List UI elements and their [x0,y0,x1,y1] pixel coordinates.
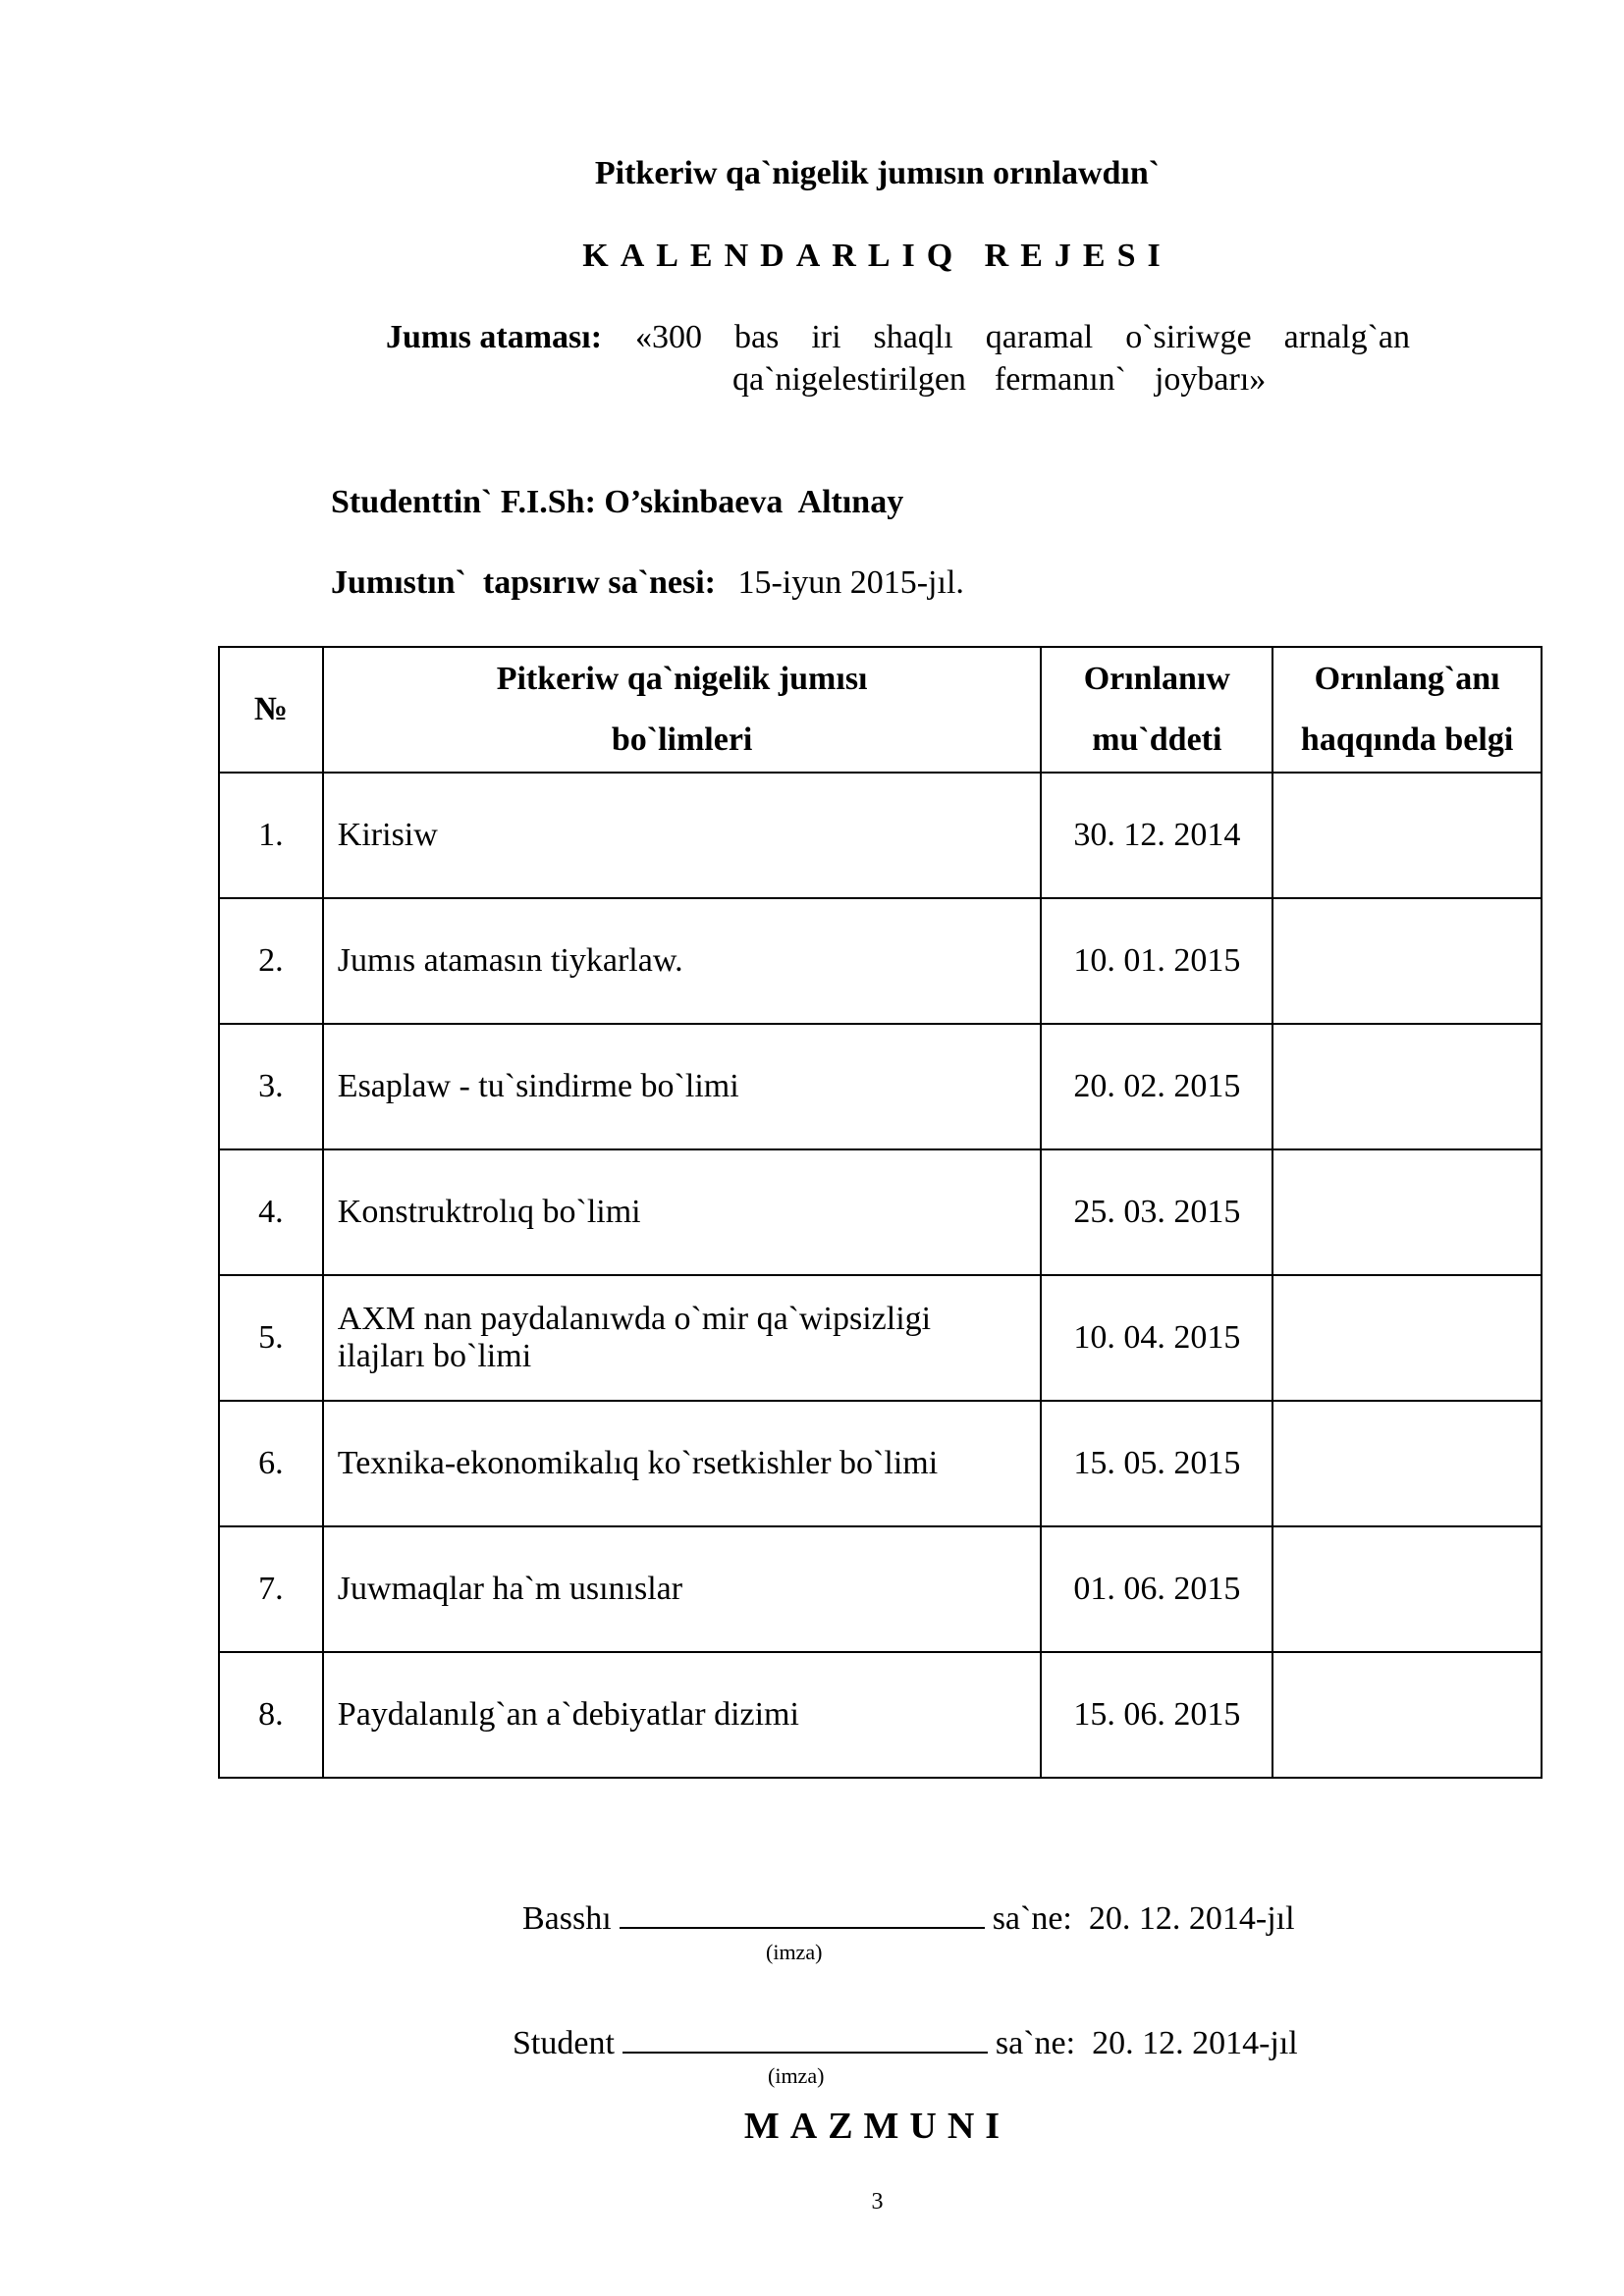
subject-title-line1: «300 bas iri shaqlı qaramal o`siriwge arnalg`an [635,319,1411,355]
header-term-line2: mu`ddeti [1092,721,1222,758]
row-section-name: Juwmaqlar ha`m usınıslar [323,1526,1042,1652]
subject-title-line2: qa`nigelestirilgen fermanın` joybarı» [732,361,1267,398]
table-row [219,1526,1542,1652]
calendar-plan-table [218,646,1543,1779]
table-header-row [219,647,1542,773]
supervisor-signature-field [620,1897,985,1929]
header-section-line1: Pitkeriw qa`nigelik jumısı [496,661,868,697]
row-term: 20. 02. 2015 [1041,1024,1272,1149]
assignment-date [331,564,964,602]
header-term-line1: Orınlanıw [1083,661,1230,697]
document-title: Pitkeriw qa`nigelik jumısın orınlawdın` [594,155,1161,191]
page-number: 3 [871,2189,884,2215]
row-number: 8. [219,1652,323,1778]
row-mark [1272,1024,1542,1149]
assignment-date-label: Jumıstın` tapsırıw sa`nesi: [331,564,716,601]
table-row [219,1275,1542,1401]
row-number: 2. [219,898,323,1024]
row-term: 10. 04. 2015 [1041,1275,1272,1401]
row-number: 5. [219,1275,323,1401]
row-mark [1272,1526,1542,1652]
header-mark-line1: Orınlang`anı [1314,661,1500,697]
row-term: 10. 01. 2015 [1041,898,1272,1024]
header-mark [1272,647,1542,773]
row-mark [1272,1652,1542,1778]
student-name: Studenttin` F.I.Sh: O’skinbaeva Altınay [331,484,904,520]
header-section [323,647,1042,773]
contents-heading: MAZMUNI [743,2106,1011,2147]
row-term: 15. 05. 2015 [1041,1401,1272,1526]
supervisor-label: Basshı [522,1900,612,1937]
row-number: 4. [219,1149,323,1275]
assignment-date-value: 15-iyun 2015-jıl. [737,564,964,601]
row-term: 01. 06. 2015 [1041,1526,1272,1652]
student-signature-date: sa`ne: 20. 12. 2014-jıl [995,2025,1298,2061]
table-row [219,1652,1542,1778]
row-mark [1272,1275,1542,1401]
row-number: 1. [219,773,323,898]
row-section-name: Esaplaw - tu`sindirme bo`limi [323,1024,1042,1149]
supervisor-signature-note: (imza) [766,1940,823,1964]
row-number: 7. [219,1526,323,1652]
row-section-name: Paydalanılg`an a`debiyatlar dizimi [323,1652,1042,1778]
student-signature-field [623,2022,988,2054]
subject-label: Jumıs ataması: [386,319,603,355]
row-section-name: Konstruktrolıq bo`limi [323,1149,1042,1275]
table-row [219,1149,1542,1275]
supervisor-date: sa`ne: 20. 12. 2014-jıl [992,1900,1295,1937]
row-term: 15. 06. 2015 [1041,1652,1272,1778]
row-number: 6. [219,1401,323,1526]
document-subtitle: KALENDARLIQ REJESI [582,238,1172,274]
supervisor-signature-line [522,1897,1295,1938]
header-term [1041,647,1272,773]
row-number: 3. [219,1024,323,1149]
table-row [219,898,1542,1024]
row-section-name: Texnika-ekonomikalıq ko`rsetkishler bo`limi [323,1401,1042,1526]
header-section-line2: bo`limleri [611,721,753,758]
row-term: 30. 12. 2014 [1041,773,1272,898]
table-row [219,1401,1542,1526]
row-mark [1272,1149,1542,1275]
header-mark-line2: haqqında belgi [1300,721,1514,758]
row-mark [1272,898,1542,1024]
row-section-name: AXM nan paydalanıwda o`mir qa`wipsizligi ilajları bo`limi [323,1275,1042,1401]
student-signature-label: Student [513,2025,615,2061]
student-signature-line [513,2022,1298,2062]
table-row [219,1024,1542,1149]
row-mark [1272,773,1542,898]
header-number: № [219,647,323,773]
row-section-name: Jumıs atamasın tiykarlaw. [323,898,1042,1024]
row-mark [1272,1401,1542,1526]
row-section-name: Kirisiw [323,773,1042,898]
row-term: 25. 03. 2015 [1041,1149,1272,1275]
student-signature-note: (imza) [768,2063,825,2088]
table-row [219,773,1542,898]
